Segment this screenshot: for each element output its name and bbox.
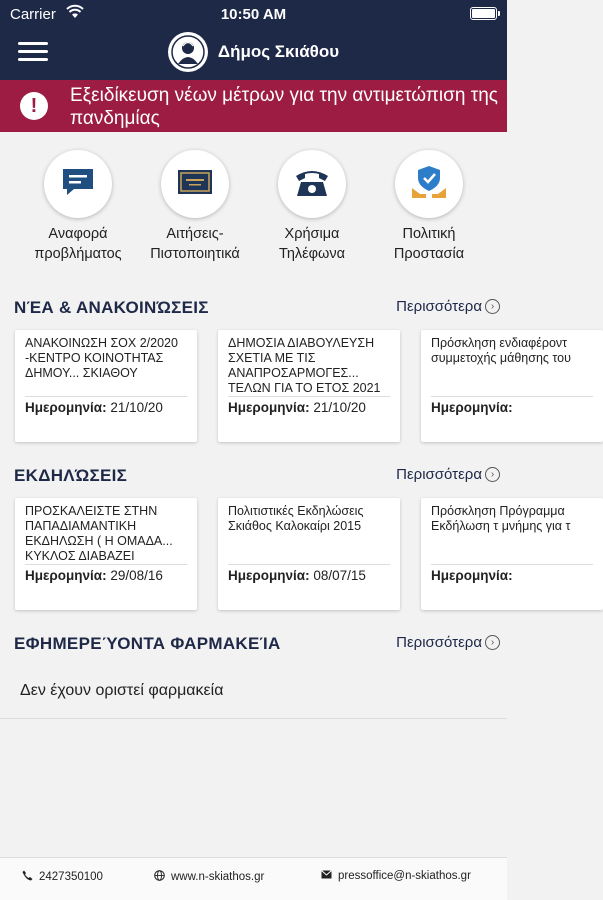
quick-action-label: Πολιτική Προστασία — [393, 226, 465, 262]
events-section-title: ΕΚΔΗΛΏΣΕΙΣ — [14, 466, 128, 485]
phone-icon — [22, 870, 33, 884]
news-section-title: ΝΈΑ & ΑΝΑΚΟΙΝΏΣΕΙΣ — [14, 298, 209, 317]
event-card-text: Πρόσκληση Πρόγραμμα Εκδήλωση τ μνήμης για τ — [431, 504, 571, 533]
pharmacies-more-link[interactable] — [396, 634, 500, 651]
nav-bar — [0, 28, 507, 80]
chevron-right-icon: › — [485, 299, 500, 314]
footer-email-link[interactable] — [321, 870, 471, 882]
chevron-right-icon: › — [485, 467, 500, 482]
envelope-icon — [321, 870, 332, 882]
events-more-link[interactable] — [396, 466, 500, 483]
event-card-date: Ημερομηνία: 08/07/15 — [228, 568, 366, 583]
news-card-date: Ημερομηνία: 21/10/20 — [25, 400, 163, 415]
pharmacies-empty-message: Δεν έχουν οριστεί φαρμακεία — [20, 682, 224, 699]
footer-email: pressoffice@n-skiathos.gr — [338, 870, 471, 882]
telephone-icon — [293, 165, 331, 204]
event-card[interactable] — [15, 498, 197, 610]
status-bar — [0, 0, 507, 28]
quick-action-label: Αιτήσεις- Πιστοποιητικά — [150, 226, 240, 262]
quick-action-phones[interactable] — [252, 150, 372, 264]
chevron-right-icon: › — [485, 635, 500, 650]
alert-icon: ! — [20, 92, 48, 120]
event-card-text: ΠΡΟΣΚΑΛΕΙΣΤΕ ΣΤΗΝ ΠΑΠΑΔΙΑΜΑΝΤΙΚΗ ΕΚΔΗΛΩΣΗ ( Η ΟΜΑΔΑ... ΚΥΚΛΟΣ ΔΙΑΒΑΖΕΙ — [25, 504, 173, 563]
clock: 10:50 AM — [220, 6, 287, 23]
news-card-date: Ημερομηνία: — [431, 400, 513, 415]
news-card[interactable] — [218, 330, 400, 442]
divider — [0, 718, 507, 719]
event-card[interactable] — [218, 498, 400, 610]
carrier-label: Carrier — [10, 6, 56, 23]
battery-icon — [470, 7, 497, 20]
news-card[interactable] — [15, 330, 197, 442]
pharmacies-section-title: ΕΦΗΜΕΡΕΎΟΝΤΑ ΦΑΡΜΑΚΕΊΑ — [14, 634, 281, 653]
news-card-date: Ημερομηνία: 21/10/20 — [228, 400, 366, 415]
more-link-label: Περισσότερα — [396, 466, 482, 483]
certificate-icon — [176, 167, 214, 202]
shield-hands-icon — [410, 164, 448, 205]
news-card-text: Πρόσκληση ενδιαφέροντ συμμετοχής μάθησης του — [431, 336, 571, 365]
more-link-label: Περισσότερα — [396, 634, 482, 651]
news-card-text: ΔΗΜΟΣΙΑ ΔΙΑΒΟΥΛΕΥΣΗ ΣΧΕΤΙΑ ΜΕ ΤΙΣ ΑΝΑΠΡΟΣΑΡΜΟΓΕΣ... ΤΕΛΩΝ ΓΙΑ ΤΟ ΕΤΟΣ 2021 — [228, 336, 381, 395]
footer — [0, 857, 507, 900]
footer-phone-link[interactable] — [22, 870, 103, 884]
event-card-date: Ημερομηνία: 29/08/16 — [25, 568, 163, 583]
event-card[interactable] — [421, 498, 603, 610]
footer-website: www.n-skiathos.gr — [171, 871, 265, 883]
quick-action-civil-protection[interactable] — [369, 150, 489, 264]
alert-text: Εξειδίκευση νέων μέτρων για την αντιμετώπιση της πανδημίας — [70, 85, 498, 129]
quick-action-report-problem[interactable] — [18, 150, 138, 264]
event-card-date: Ημερομηνία: — [431, 568, 513, 583]
event-card-text: Πολιτιστικές Εκδηλώσεις Σκιάθος Καλοκαίρι 2015 — [228, 504, 364, 533]
quick-action-label: Χρήσιμα Τηλέφωνα — [279, 226, 345, 262]
footer-phone: 2427350100 — [39, 871, 103, 883]
footer-website-link[interactable] — [154, 870, 264, 884]
more-link-label: Περισσότερα — [396, 298, 482, 315]
news-card-text: ΑΝΑΚΟΙΝΩΣΗ ΣΟΧ 2/2020 -ΚΕΝΤΡΟ ΚΟΙΝΟΤΗΤΑΣ ΔΗΜΟΥ... ΣΚΙΑΘΟΥ — [25, 336, 178, 380]
app-title: Δήμος Σκιάθου — [217, 42, 340, 61]
news-more-link[interactable] — [396, 298, 500, 315]
chat-icon — [60, 166, 96, 203]
news-card[interactable] — [421, 330, 603, 442]
quick-action-certificates[interactable] — [135, 150, 255, 264]
globe-icon — [154, 870, 165, 884]
alert-banner[interactable] — [0, 80, 507, 132]
quick-action-label: Αναφορά προβλήματος — [34, 226, 122, 262]
municipality-logo — [168, 32, 208, 72]
